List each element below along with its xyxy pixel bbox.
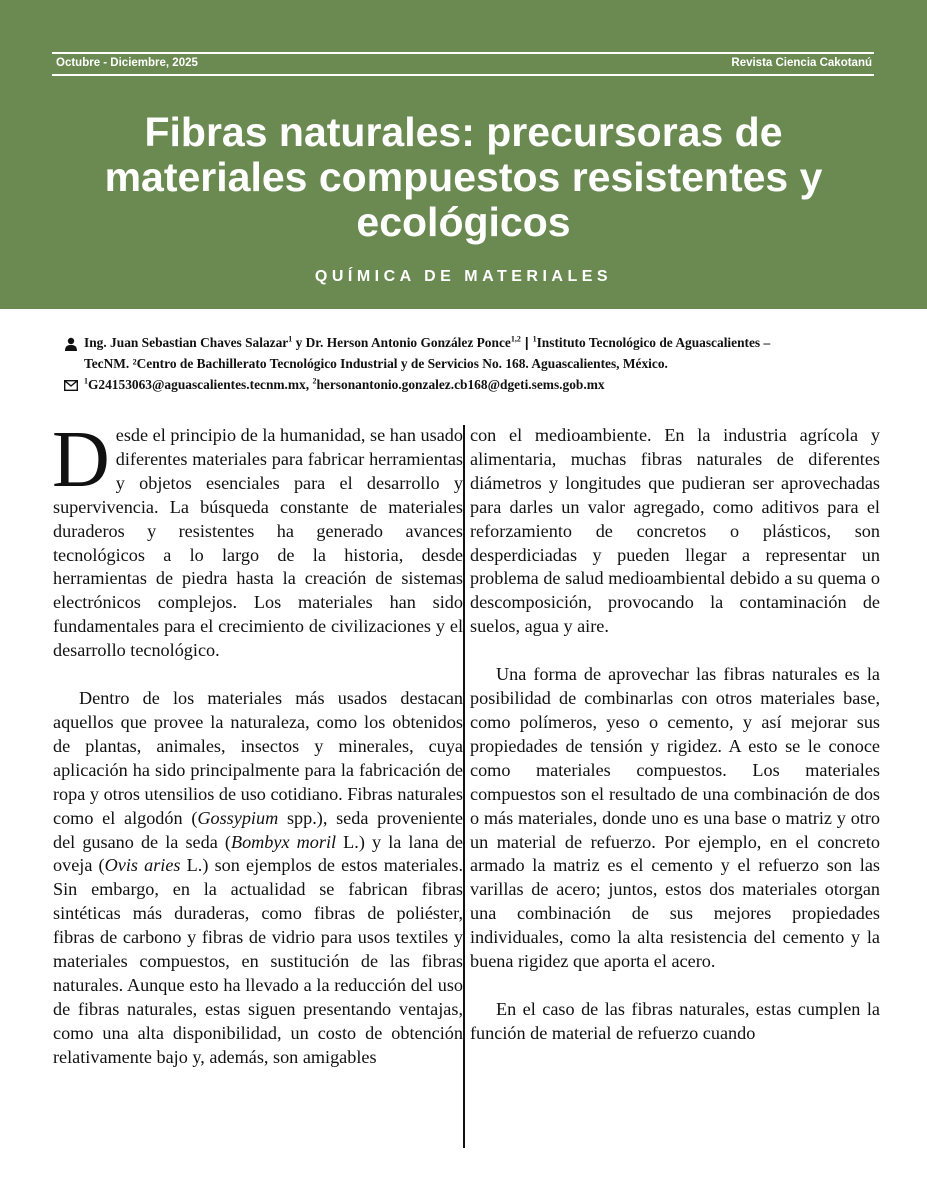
- person-icon: [64, 337, 78, 351]
- affiliation-2: TecNM. ²Centro de Bachillerato Tecnológico Industrial y de Servicios No. 168. Aguascalientes, México.: [84, 356, 668, 371]
- author-1: Ing. Juan Sebastian Chaves Salazar: [84, 335, 289, 350]
- journal-name: Revista Ciencia Cakotanú: [731, 57, 872, 69]
- affiliation-1: Instituto Tecnológico de Aguascalientes –: [536, 335, 771, 350]
- header-bottom-rule: [52, 74, 874, 76]
- email-line: $^1$G24153063@aguascalientes.tecnm.mx, $^2$hersonantonio.gonzalez.cb168@dgeti.sems.gob.mx: [64, 374, 876, 395]
- section-label: QUÍMICA DE MATERIALES: [314, 268, 613, 285]
- author-line: Ing. Juan Sebastian Chaves Salazar$^1$ y Dr. Herson Antonio González Ponce$^{1,2}$ | $^1$Instituto Tecnológico de Aguascalientes –: [64, 332, 876, 353]
- article-header: [0, 0, 927, 309]
- author-block: [64, 332, 876, 395]
- email-1[interactable]: G24153063@aguascalientes.tecnm.mx: [88, 377, 306, 392]
- paragraph-2: Dentro de los materiales más usados destacan aquellos que provee la naturaleza, como los obtenidos de plantas, animales, insectos y minerales, cuya aplicación ha sido principalmente para la fabricación de ropa y otros utensilios de uso cotidiano. Fibras naturales como el algodón (Gossypium spp.), seda proveniente del gusano de la seda (Bombyx moril L.) y la lana de oveja (Ovis aries L.) son ejemplos de estos materiales. Sin embargo, en la actualidad se fabrican fibras sintéticas más duraderas, como fibras de poliéster, fibras de carbono y fibras de vidrio para usos textiles y materiales compuestos, en sustitución de las fibras naturales. Aunque esto ha llevado a la reducción del uso de fibras naturales, estas siguen presentando ventajas, como una alta disponibilidad, un costo de obtención relativamente bajo y, además, son amigables: [53, 688, 463, 1067]
- envelope-icon: [64, 380, 78, 391]
- article-title: Fibras naturales: precursoras de materiales compuestos resistentes y ecológicos: [104, 109, 823, 245]
- paragraph-1: Desde el principio de la humanidad, se han usado diferentes materiales para fabricar herramientas y objetos esenciales para el desarrollo y supervivencia. La búsqueda constante de materiales duraderos y resistentes ha generado avances tecnológicos a lo largo de la historia, desde herramientas de piedra hasta la creación de sistemas electrónicos complejos. Los materiales han sido fundamentales para el crecimiento de civilizaciones y el desarrollo tecnológico.: [52, 416, 463, 661]
- drop-cap: D: [52, 416, 110, 504]
- paragraph-2-continued: con el medioambiente. En la industria agrícola y alimentaria, muchas fibras naturales de diferentes diámetros y longitudes que pudieran ser aprovechadas para darles un valor agregado, como aditivos para el reforzamiento de concretos o plásticos, son desperdiciadas y pueden llegar a representar un problema de salud medioambiental debido a su quema o descomposición, provocando la contaminación de suelos, agua y aire.: [470, 425, 880, 637]
- header-top-rule: [52, 52, 874, 54]
- left-column: [52, 416, 463, 1070]
- issue-date: Octubre - Diciembre, 2025: [56, 57, 198, 69]
- column-divider: [463, 425, 465, 1148]
- paragraph-3: Una forma de aprovechar las fibras naturales es la posibilidad de combinarlas con otros materiales base, como polímeros, yeso o cemento, y así mejorar sus propiedades de tensión y rigidez. A esto se le conoce como materiales compuestos. Los materiales compuestos son el resultado de una combinación de dos o más materiales, donde uno es una base o matriz y otro un material de refuerzo. Por ejemplo, en el concreto armado la matriz es el cemento y el refuerzo son las varillas de acero; juntos, estos dos materiales otorgan una combinación de sus mejores propiedades individuales, como la alta resistencia del cemento y la buena rigidez que aporta el acero.: [470, 664, 880, 972]
- paragraph-4: En el caso de las fibras naturales, estas cumplen la función de material de refuerzo cuando: [470, 998, 880, 1043]
- right-column: [470, 424, 880, 1046]
- author-2: y Dr. Herson Antonio González Ponce: [292, 335, 511, 350]
- email-2[interactable]: hersonantonio.gonzalez.cb168@dgeti.sems.gob.mx: [316, 377, 605, 392]
